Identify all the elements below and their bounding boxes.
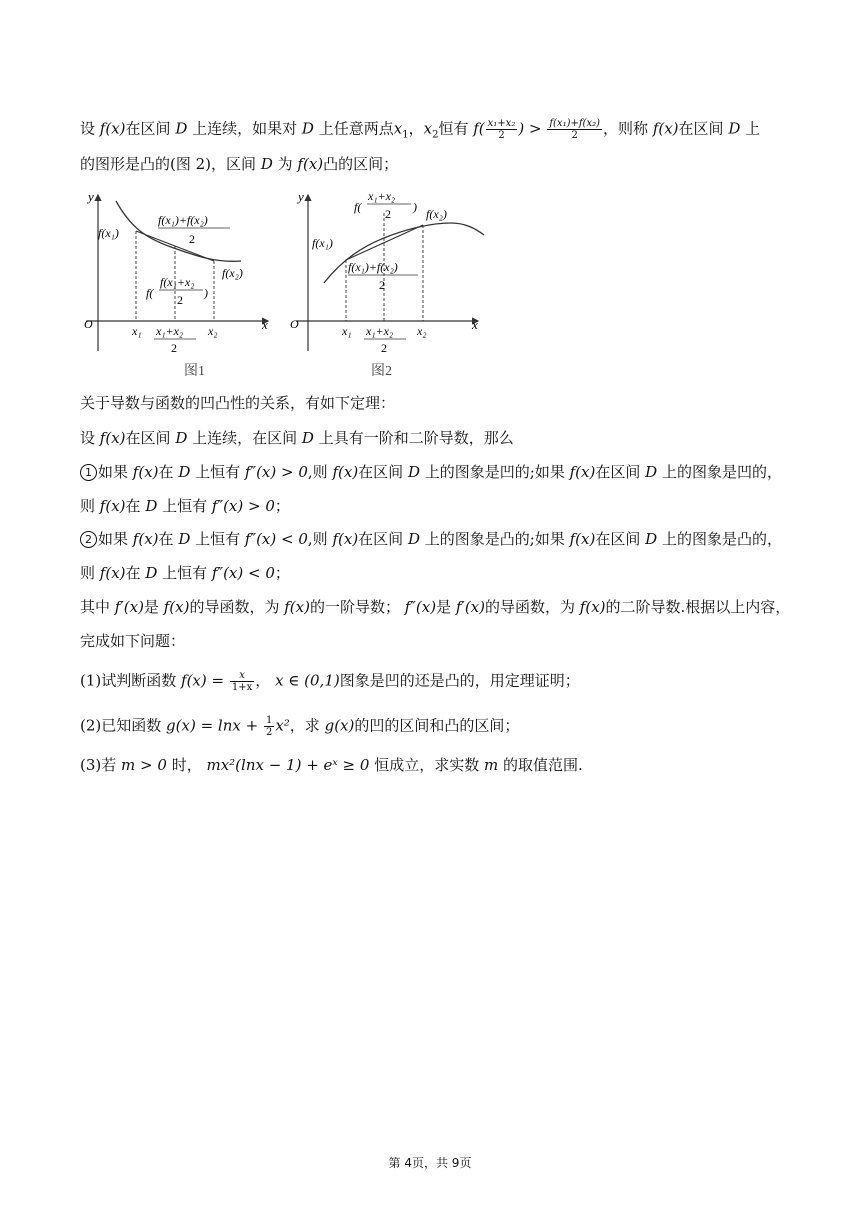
text: 在区间 xyxy=(358,463,404,481)
text: 如果 xyxy=(98,530,129,548)
math-fx: f(x) xyxy=(569,463,596,481)
math-D: D xyxy=(645,463,658,481)
fraction xyxy=(264,715,274,738)
question-3 xyxy=(80,755,583,775)
fraction-avg xyxy=(547,118,602,141)
text: ，求 xyxy=(289,716,320,735)
tick-x1: x₁ xyxy=(342,324,352,338)
math-m: m xyxy=(483,756,499,774)
label-avg-den: 2 xyxy=(189,232,195,246)
math-D: D xyxy=(645,530,658,548)
frac-den: 2 xyxy=(571,130,578,141)
curve xyxy=(324,223,484,283)
math-D: D xyxy=(175,429,188,447)
math-fx: f(x) xyxy=(652,119,679,138)
text: 上的图象是凸的， xyxy=(661,530,782,548)
text: 上恒有 xyxy=(195,530,241,548)
text: 则 xyxy=(80,497,96,515)
caption-fig2: 图2 xyxy=(371,364,392,379)
question-2 xyxy=(80,715,519,738)
label-mid-num: f(x₁+x₂ xyxy=(160,275,195,289)
text: 时， xyxy=(171,756,202,774)
frac-num: x xyxy=(230,670,254,682)
text: 完成如下问题： xyxy=(80,632,186,650)
math-D: D xyxy=(407,530,420,548)
math-fx: f(x) xyxy=(132,463,159,481)
math-x2: x² xyxy=(275,716,290,735)
x-label: x xyxy=(472,317,478,332)
tick-x2: x₂ xyxy=(417,324,427,338)
text: 在区间 xyxy=(595,463,641,481)
frac-den: 2 xyxy=(265,727,273,738)
math-fx: f(x) xyxy=(99,497,126,515)
math-fx: f(x) xyxy=(332,530,359,548)
text: 在 xyxy=(125,497,141,515)
label-f-x1: f(x₁) xyxy=(312,236,333,250)
text: (3)若 xyxy=(80,756,117,774)
text: 上连续，如果对 xyxy=(192,119,298,138)
origin-label: O xyxy=(290,317,299,331)
page-footer: 第 4页，共 9页 xyxy=(388,1156,472,1170)
text: 关于导数与函数的凹凸性的关系，有如下定理： xyxy=(80,394,396,412)
tick-mid-den: 2 xyxy=(171,341,177,355)
y-label: y xyxy=(88,189,94,204)
text: ； xyxy=(274,497,290,515)
label-f-x2: f(x₂) xyxy=(222,266,243,280)
theorem-item-1 xyxy=(80,462,782,482)
math-D: D xyxy=(260,155,273,173)
math-fpp: f″(x) xyxy=(404,598,437,616)
math-D: D xyxy=(178,463,191,481)
label-mid-num: x₁+x₂ xyxy=(368,189,396,203)
math-D: D xyxy=(178,530,191,548)
figures-svg xyxy=(76,183,496,383)
math-D: D xyxy=(301,119,314,138)
convexity-figures xyxy=(76,183,496,387)
theorem-line-1 xyxy=(80,393,395,413)
y-label: y xyxy=(298,189,304,204)
theorem-item-2-cont xyxy=(80,563,290,583)
label-mid-prefix: f( xyxy=(146,286,154,300)
origin-label: O xyxy=(84,317,93,331)
math-fpp: f″(x) > 0 xyxy=(211,497,275,515)
math-fx: f(x) = xyxy=(181,671,225,690)
x-label: x xyxy=(262,317,268,332)
text: 在区间 xyxy=(595,530,641,548)
math-fx: f(x) xyxy=(569,530,596,548)
math-m: m > 0 xyxy=(121,756,167,774)
label-avg-num: f(x₁)+f(x₂) xyxy=(348,260,398,274)
math-gx: g(x) = lnx + xyxy=(166,716,259,735)
frac-den: 1+x xyxy=(231,682,253,693)
math-fx: f(x) xyxy=(284,598,310,616)
math-x2: x xyxy=(423,119,433,138)
text: 恒有 xyxy=(438,119,469,138)
text: 其中 xyxy=(80,598,111,616)
text: ， xyxy=(255,671,271,690)
math-fx: f(x) xyxy=(332,463,359,481)
fraction xyxy=(230,670,254,693)
math-D: D xyxy=(301,429,314,447)
text: ； xyxy=(274,564,290,582)
text: ,则 xyxy=(307,530,328,548)
label-f-x2: f(x₂) xyxy=(426,207,447,221)
label-mid-suffix: ) xyxy=(413,200,417,214)
label-mid-prefix: f( xyxy=(354,200,362,214)
math-fp: f′(x) xyxy=(455,598,485,616)
text: 为 xyxy=(277,155,293,173)
text: 是 xyxy=(436,598,452,616)
math-fx: f(x) xyxy=(163,598,190,616)
text: 的一阶导数； xyxy=(309,598,400,616)
math-gt: ) > xyxy=(518,119,542,138)
math-fx: f(x) xyxy=(132,530,159,548)
intro-line-1: 设 f(x)在区间 D 上连续，如果对 D 上任意两点$x_1$，$x_2$恒有 f( $\frac{\text{x₁+x₂}}{2}$ ) > $\frac{\text{f(x₁)+f(x₂)}}{2}$ ，则称 f(x)在区间 D 上 xyxy=(80,118,761,141)
math-D: D xyxy=(145,564,158,582)
text: 的图形是凸的(图 2)，区间 xyxy=(80,155,257,173)
text: 上恒有 xyxy=(195,463,241,481)
text: 上的图象是凹的， xyxy=(661,463,782,481)
text: 在 xyxy=(158,530,174,548)
theorem-item-1-cont xyxy=(80,496,290,516)
math-domain: x ∈ (0,1) xyxy=(275,671,340,690)
text: 图象是凹的还是凸的，用定理证明； xyxy=(339,671,580,690)
text: 在 xyxy=(125,564,141,582)
text: 的二阶导数.根据以上内容， xyxy=(605,598,791,616)
frac-num: x₁+x₂ xyxy=(487,118,516,129)
label-mid-den: 2 xyxy=(385,207,391,221)
label-avg-num: f(x₁)+f(x₂) xyxy=(158,213,208,227)
math-D: D xyxy=(145,497,158,515)
circled-number: 2 xyxy=(80,531,97,548)
text: 则 xyxy=(80,564,96,582)
text: (1)试判断函数 xyxy=(80,671,177,690)
curve xyxy=(116,201,241,261)
figure-1 xyxy=(84,189,268,379)
tick-mid-num: x₁+x₂ xyxy=(156,324,184,338)
text: 的凹的区间和凸的区间； xyxy=(354,716,520,735)
math-fpp: f″(x) < 0 xyxy=(211,564,275,582)
text: 在区间 xyxy=(125,429,171,447)
text: 上具有一阶和二阶导数，那么 xyxy=(318,429,514,447)
text: (2)已知函数 xyxy=(80,716,162,735)
frac-den: 2 xyxy=(498,130,505,141)
text: 上的图象是凸的;如果 xyxy=(424,530,565,548)
tick-x1: x₁ xyxy=(132,324,142,338)
math-gx: g(x) xyxy=(324,716,355,735)
text: 在区间 xyxy=(678,119,724,138)
text: 在 xyxy=(158,463,174,481)
math-fx: f(x) xyxy=(99,429,126,447)
text: 上恒有 xyxy=(162,497,208,515)
text: ，则称 xyxy=(603,119,649,138)
caption-fig1: 图1 xyxy=(184,364,205,379)
text: ， xyxy=(408,119,424,138)
math-fpp: f″(x) > 0 xyxy=(244,463,308,481)
text: 上连续，在区间 xyxy=(192,429,298,447)
text: ,则 xyxy=(307,463,328,481)
label-mid-suffix: ) xyxy=(204,286,208,300)
text: 如果 xyxy=(98,463,129,481)
fraction-mid xyxy=(486,118,518,141)
text: 设 xyxy=(80,119,96,138)
math-fx: f(x) xyxy=(99,119,126,138)
tick-mid-den: 2 xyxy=(381,341,387,355)
math-fpp: f″(x) < 0 xyxy=(244,530,308,548)
math-fp: f′(x) xyxy=(114,598,144,616)
theorem-note-cont xyxy=(80,631,185,651)
math-D: D xyxy=(175,119,188,138)
text: 在区间 xyxy=(358,530,404,548)
frac-num: f(x₁)+f(x₂) xyxy=(549,118,601,129)
math-D: D xyxy=(728,119,741,138)
math-fx: f(x) xyxy=(579,598,606,616)
text: 的导函数，为 xyxy=(189,598,280,616)
frac-num: 1 xyxy=(265,715,273,726)
text: 凸的区间； xyxy=(323,155,399,173)
theorem-line-2 xyxy=(80,428,514,448)
chord xyxy=(346,225,423,260)
math-x1: x xyxy=(393,119,403,138)
intro-line-2 xyxy=(80,154,398,174)
text: 上 xyxy=(745,119,761,138)
figure-2 xyxy=(290,189,484,379)
math-D: D xyxy=(407,463,420,481)
circled-number: 1 xyxy=(80,464,97,481)
label-avg-den: 2 xyxy=(379,278,385,292)
math-inequality: mx²(lnx − 1) + eˣ ≥ 0 xyxy=(206,756,370,774)
text: 是 xyxy=(143,598,159,616)
question-1 xyxy=(80,670,580,693)
math-fx: f(x) xyxy=(99,564,126,582)
text: 上的图象是凹的;如果 xyxy=(424,463,565,481)
label-mid-den: 2 xyxy=(177,293,183,307)
math-f: f( xyxy=(473,119,485,138)
text: 上任意两点 xyxy=(318,119,394,138)
tick-mid-num: x₁+x₂ xyxy=(366,324,394,338)
math-fx: f(x) xyxy=(297,155,324,173)
text: 的导函数，为 xyxy=(485,598,576,616)
text: 上恒有 xyxy=(162,564,208,582)
label-f-x1: f(x₁) xyxy=(98,226,119,240)
text: 在区间 xyxy=(125,119,171,138)
theorem-note xyxy=(80,597,790,617)
text: 恒成立，求实数 xyxy=(374,756,480,774)
text: 的取值范围. xyxy=(503,756,583,774)
tick-x2: x₂ xyxy=(208,324,218,338)
theorem-item-2 xyxy=(80,529,782,549)
text: 设 xyxy=(80,429,96,447)
